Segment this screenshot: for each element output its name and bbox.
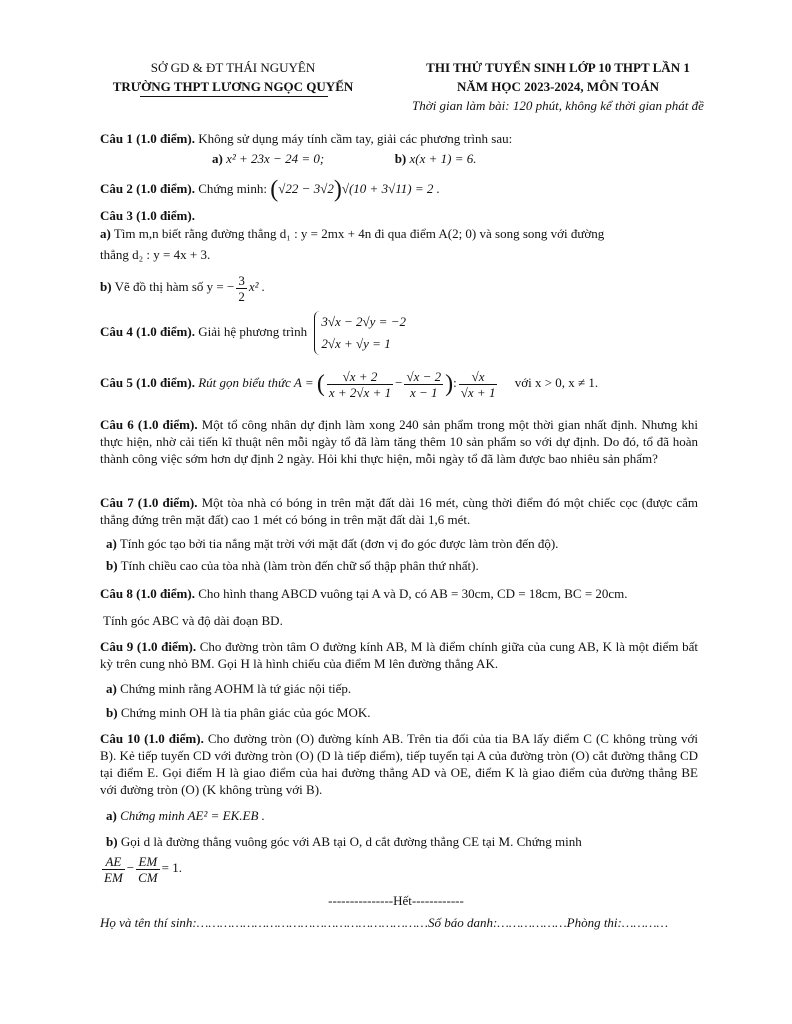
- question-text: Một tòa nhà có bóng in trên mặt đất dài 16 mét, cùng thời điểm đó một chiếc cọc (được cắm thẳng đứng trên mặt đất) cao 1 mét có bóng in trên mặt đất dài 1,6 mét.: [100, 495, 699, 527]
- school-header: [88, 58, 378, 96]
- part-a-text: Tính góc tạo bởi tia nắng mặt trời với mặt đất (đơn vị đo góc được làm tròn đến độ).: [116, 536, 559, 551]
- question-text: Rút gọn biểu thức A =: [194, 375, 314, 390]
- part-a-expr: x² + 23x − 24 = 0;: [226, 151, 325, 166]
- exam-header: [388, 58, 728, 115]
- exam-title: THI THỬ TUYỂN SINH LỚP 10 THPT LẦN 1: [426, 60, 690, 75]
- part-b-label: b): [106, 834, 118, 849]
- question-4: [100, 310, 698, 355]
- part-b-text: Vẽ đồ thị hàm số y = −: [111, 279, 235, 294]
- question-label: Câu 6 (1.0 điểm).: [100, 417, 198, 432]
- question-label: Câu 2 (1.0 điểm).: [100, 181, 195, 196]
- question-label: Câu 9 (1.0 điểm).: [100, 639, 197, 654]
- part-a-label: a): [106, 681, 117, 696]
- question-8-cont: [103, 612, 701, 629]
- question-7: [100, 494, 698, 528]
- question-label: Câu 1 (1.0 điểm).: [100, 131, 195, 146]
- part-b-label: b): [394, 151, 407, 166]
- candidate-info-line: Họ và tên thí sinh:……………………………………………………Số báo danh:………………Phòng thi:…………: [100, 915, 669, 930]
- question-9: [100, 638, 698, 672]
- question-text: Chứng minh:: [194, 181, 271, 196]
- question-10-part-b: [106, 833, 698, 850]
- question-text: Cho đường tròn (O) đường kính AB. Trên tia đối của tia BA lấy điểm C (C không trùng với B). Kẻ tiếp tuyến CD với đường tròn (O) (D là tiếp điểm), tiếp tuyến tại A của đường tròn (O) cắt đường thẳng CD tại điểm E. Gọi điểm H là giao điểm của hai đường thẳng AD và OE, điểm K là giao điểm của đường thẳng BE với đường tròn (O) (K không trùng với B).: [100, 731, 698, 797]
- expr-part-1: √22 − 3√2: [278, 181, 334, 196]
- question-label: Câu 10 (1.0 điểm).: [100, 731, 204, 746]
- part-b-text: Gọi d là đường thẳng vuông góc với AB tại O, d cắt đường thẳng CE tại M. Chứng minh: [117, 834, 582, 849]
- question-2: Câu 2 (1.0 điểm). Chứng minh: (√22 − 3√2)√(10 + 3√11) = 2 .: [100, 176, 440, 203]
- expr-part-2: √(10 + 3√11) = 2 .: [341, 181, 440, 196]
- question-7-part-a: [106, 535, 704, 552]
- question-text: Cho đường tròn tâm O đường kính AB, M là điểm chính giữa của cung AB, K là một điểm bất kỳ trên cung nhỏ BM. Gọi H là hình chiếu của điểm M lên đường thẳng AK.: [100, 639, 698, 671]
- part-a-text-cont: thẳng d₂ : y = 4x + 3.: [100, 247, 211, 262]
- question-text: Một tổ công nhân dự định làm xong 240 sản phẩm trong một thời gian nhất định. Nhưng khi thực hiện, nhờ cải tiến kĩ thuật nên mỗi ngày tổ đã làm tăng thêm 10 sản phẩm so với dự định. Do đó, tổ đã hoàn thành công việc sớm hơn dự định 2 ngày. Hỏi khi thực hiện, mỗi ngày tổ đã làm được bao nhiêu sản phẩm?: [100, 417, 699, 466]
- fraction-3: $\frac{√x}{√x + 1}$: [460, 368, 496, 400]
- exam-time: Thời gian làm bài: 120 phút, không kể thời gian phát đề: [412, 98, 704, 113]
- equals-one: = 1.: [161, 860, 182, 875]
- divide-sign: :: [453, 375, 457, 390]
- exam-year-subject: NĂM HỌC 2023-2024, MÔN TOÁN: [456, 79, 660, 94]
- question-5: Câu 5 (1.0 điểm). Rút gọn biểu thức A = ( $\frac{√x + 2}{x + 2√x + 1}$ − $\frac{√x - 2}{x - 1}$ ): $\frac{√x}{√x + 1}$ với x > 0, x ≠ 1.: [100, 368, 599, 400]
- question-10: [100, 730, 698, 798]
- equation-system: [314, 311, 406, 355]
- part-a-text: Chứng minh rằng AOHM là tứ giác nội tiếp.: [116, 681, 352, 696]
- part-b-text: Tính chiều cao của tòa nhà (làm tròn đến chữ số thập phân thứ nhất).: [117, 558, 479, 573]
- question-label: Câu 7 (1.0 điểm).: [100, 495, 198, 510]
- fraction-2: $\frac{√x - 2}{x - 1}$: [406, 368, 442, 400]
- part-b-tail: x² .: [248, 279, 265, 294]
- question-9-part-b: [106, 704, 704, 721]
- question-3-part-a: [100, 225, 698, 242]
- fraction-ae-em: $\frac{AE}{EM}$: [104, 853, 123, 885]
- department-name: SỞ GD & ĐT THÁI NGUYÊN: [150, 60, 316, 75]
- question-10-part-a: [106, 807, 704, 824]
- minus-sign: −: [395, 375, 403, 390]
- header-underline: [140, 96, 328, 97]
- question-label: Câu 5 (1.0 điểm).: [100, 375, 195, 390]
- part-a-text: Chứng minh AE² = EK.EB .: [116, 808, 265, 823]
- part-a-label: a): [106, 808, 117, 823]
- minus-sign: −: [126, 860, 135, 875]
- question-3-part-b: [100, 270, 698, 304]
- question-text-cont: Tính góc ABC và độ dài đoạn BD.: [103, 613, 283, 628]
- question-label: Câu 3 (1.0 điểm).: [100, 208, 195, 223]
- question-label: Câu 8 (1.0 điểm).: [100, 586, 195, 601]
- question-1: [100, 130, 698, 147]
- part-a-label: a): [212, 151, 223, 166]
- question-label: Câu 4 (1.0 điểm).: [100, 324, 195, 339]
- question-text: Giải hệ phương trình: [194, 324, 308, 339]
- question-text: Không sử dụng máy tính cầm tay, giải các phương trình sau:: [194, 131, 513, 146]
- question-text: Cho hình thang ABCD vuông tại A và D, có AB = 30cm, CD = 18cm, BC = 20cm.: [194, 586, 628, 601]
- question-7-part-b: [106, 557, 704, 574]
- question-10-part-b-expr: [100, 850, 698, 886]
- part-a-label: a): [106, 536, 117, 551]
- part-b-expr: x(x + 1) = 6.: [409, 151, 477, 166]
- part-b-label: b): [106, 558, 118, 573]
- part-b-text: Chứng minh OH là tia phân giác của góc MOK.: [117, 705, 371, 720]
- fraction-em-cm: $\frac{EM}{CM}$: [138, 853, 158, 885]
- fraction-1: $\frac{√x + 2}{x + 2√x + 1}$: [328, 368, 392, 400]
- part-a-text: Tìm m,n biết rằng đường thẳng d₁ : y = 2mx + 4n đi qua điểm A(2; 0) và song song với đường: [110, 226, 605, 241]
- part-b-label: b): [106, 705, 118, 720]
- school-name: TRƯỜNG THPT LƯƠNG NGỌC QUYẾN: [112, 79, 354, 94]
- question-3-part-a-cont: [100, 246, 698, 263]
- question-8: [100, 585, 698, 602]
- end-marker: ---------------Hết------------: [328, 893, 464, 908]
- question-3: [100, 207, 698, 224]
- fraction: $\frac{3}{2}$: [238, 272, 245, 304]
- part-b-label: b): [100, 279, 112, 294]
- condition: với x > 0, x ≠ 1.: [514, 375, 599, 390]
- part-a-label: a): [100, 226, 111, 241]
- equation-2: 2√x + √y = 1: [321, 336, 391, 352]
- question-6: [100, 416, 698, 467]
- question-9-part-a: [106, 680, 704, 697]
- equation-1: 3√x − 2√y = −2: [321, 314, 406, 330]
- question-1-parts: [212, 150, 792, 167]
